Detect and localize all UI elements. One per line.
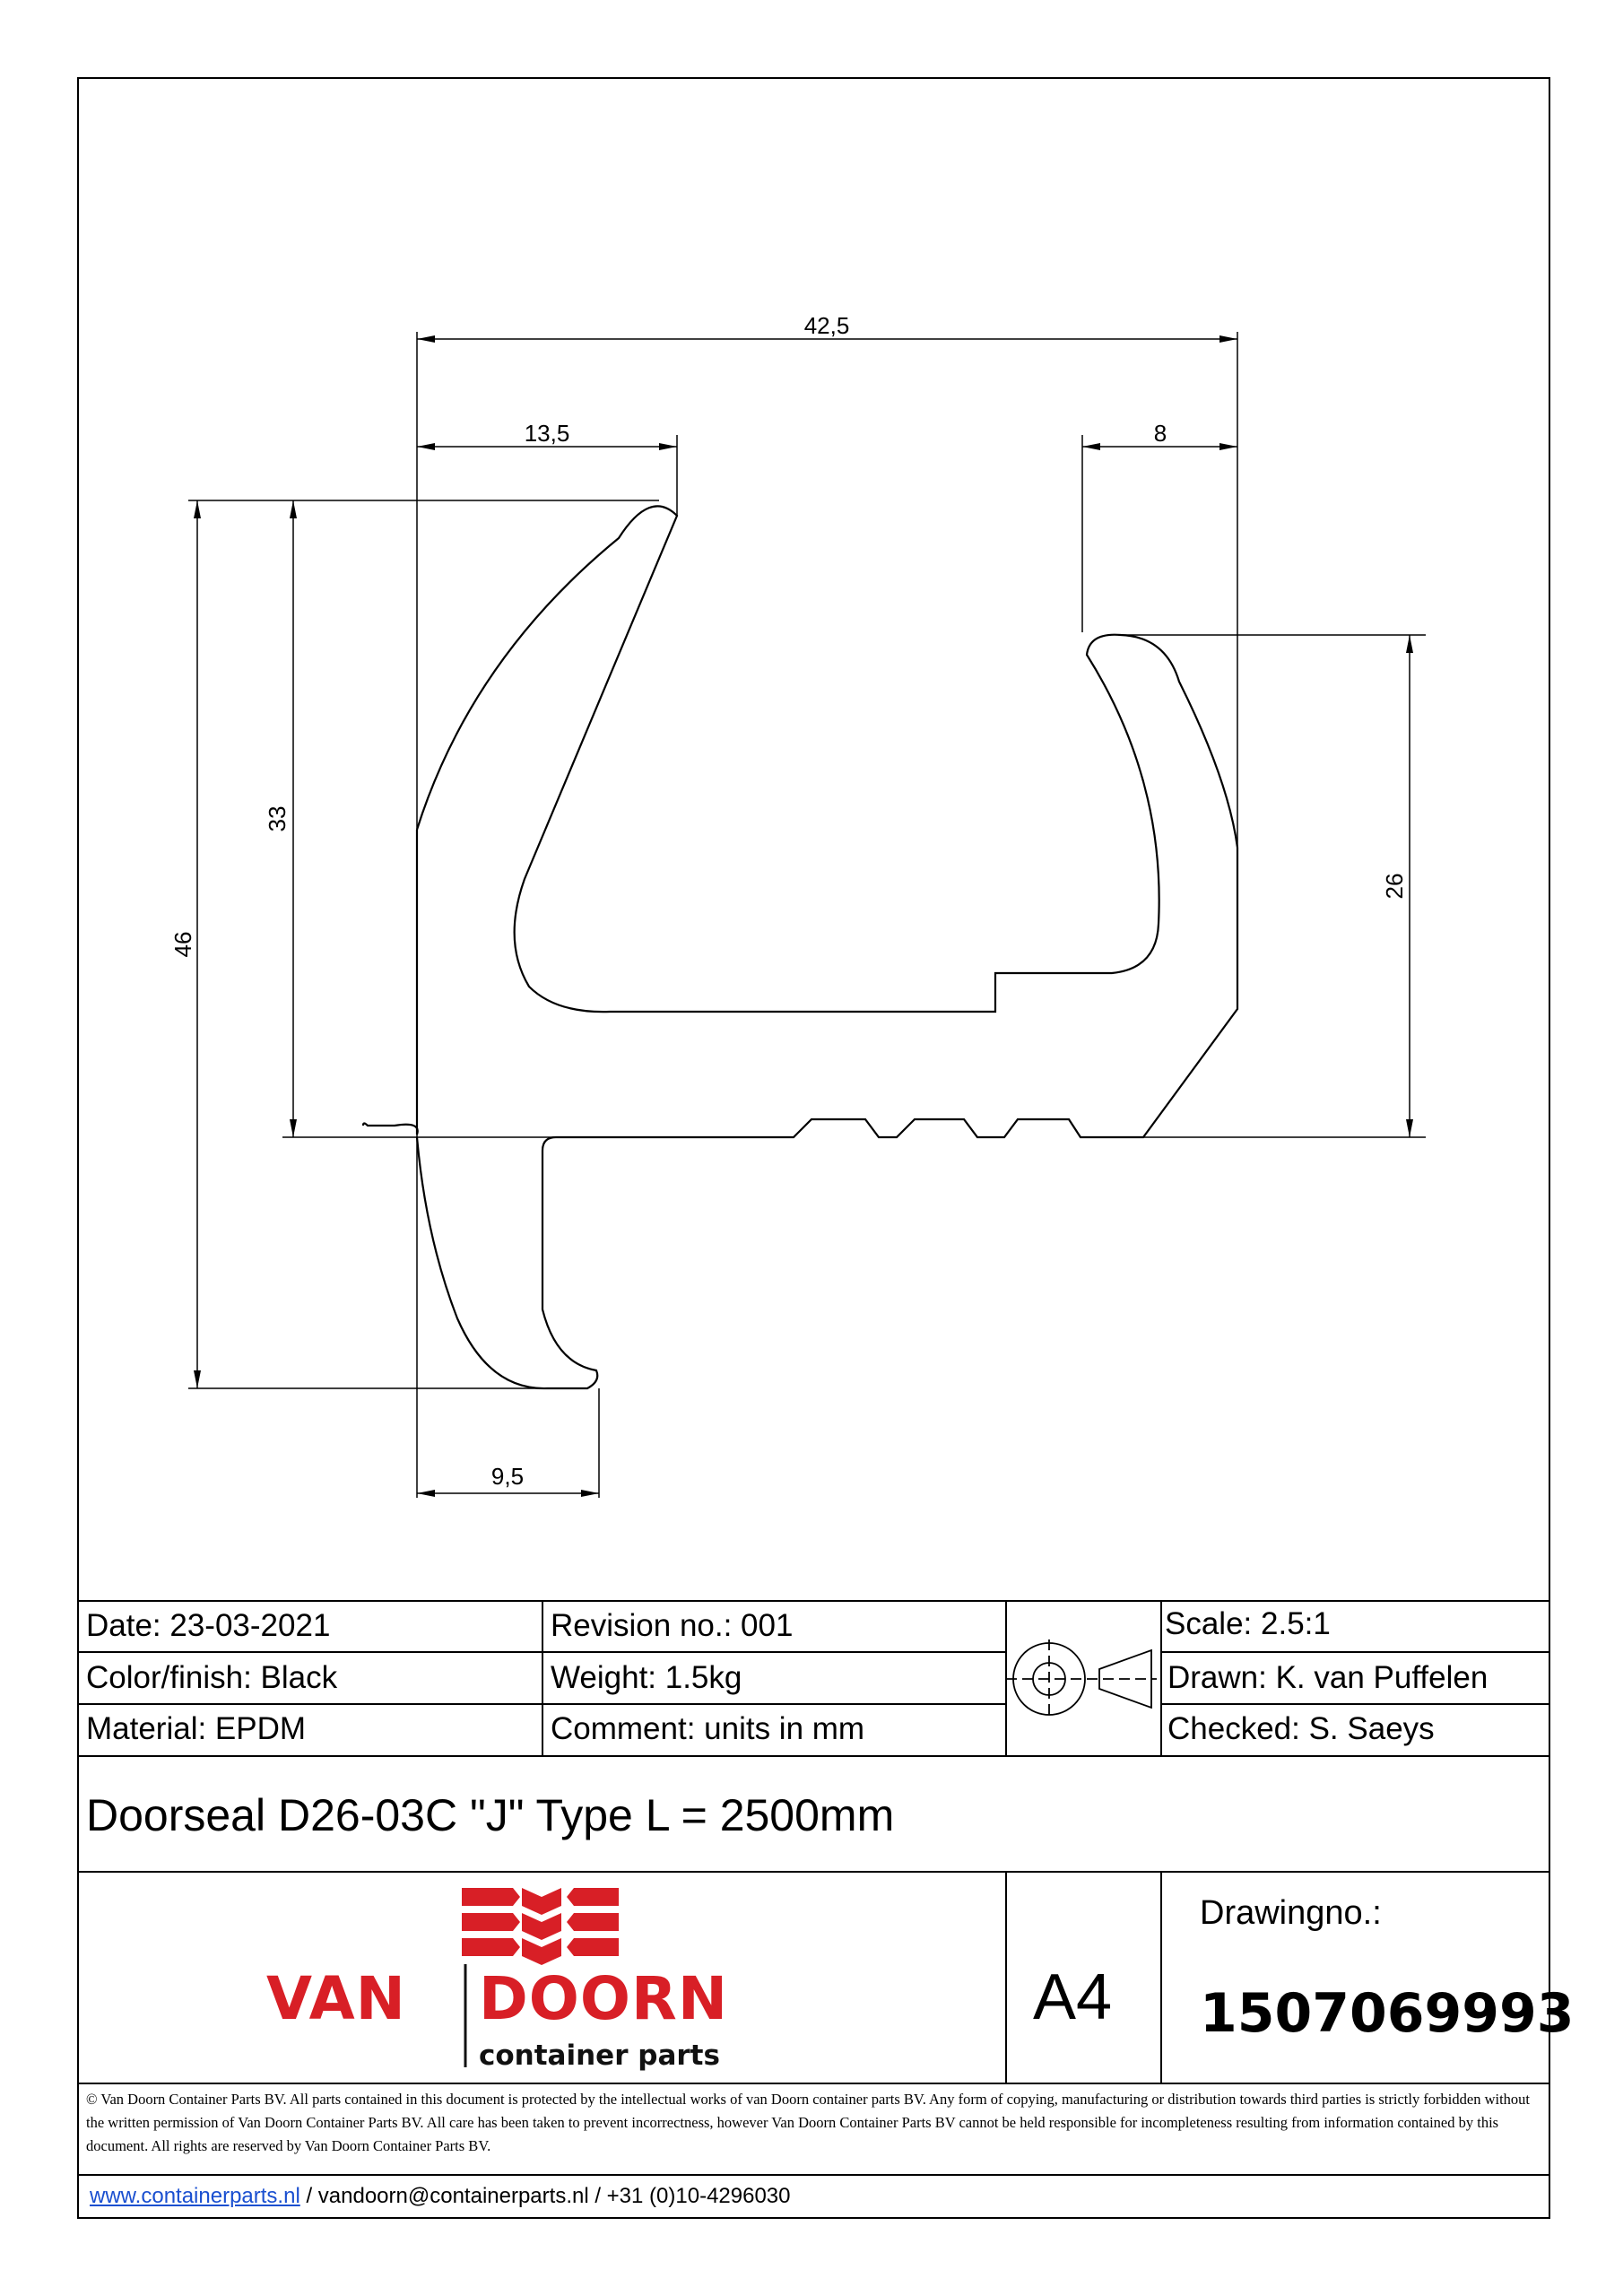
dim-left-height: 33 — [264, 805, 291, 832]
date-field: Date: 23-03-2021 — [86, 1608, 331, 1643]
checked-field: Checked: S. Saeys — [1167, 1711, 1435, 1746]
revision-field: Revision no.: 001 — [551, 1608, 794, 1643]
color-finish-field: Color/finish: Black — [86, 1660, 338, 1695]
footer-contact-details: / vandoorn@containerparts.nl / +31 (0)10-4296030 — [299, 2184, 791, 2208]
copyright-notice: © Van Doorn Container Parts BV. All parts contained in this document is protected by the intellectual works of van Doorn container parts BV. Any form of copying, manufacturing or distribution towards third parties is strictly forbidden without the written permission of Van Doorn Container Parts BV. All care has been taken to prevent incorrectness, however Van Doorn Container Parts BV cannot be held responsible for incompleteness resulting from information contained by this document. All rights are reserved by Van Doorn Container Parts BV. — [86, 2091, 1531, 2154]
logo-text-container-parts: container parts — [479, 2039, 720, 2072]
logo-mark-icon — [462, 1888, 619, 1965]
drawn-field: Drawn: K. van Puffelen — [1167, 1660, 1488, 1695]
logo-text-van: VAN — [266, 1964, 406, 2033]
dim-right-height: 26 — [1381, 873, 1408, 900]
website-link[interactable]: www.containerparts.nl — [90, 2184, 300, 2208]
paper-size: A4 — [1033, 1961, 1113, 2033]
comment-field: Comment: units in mm — [551, 1711, 865, 1746]
material-field: Material: EPDM — [86, 1711, 307, 1746]
dim-left-lip: 13,5 — [524, 420, 570, 447]
dim-bottom-foot: 9,5 — [490, 1463, 525, 1490]
drawing-number: 1507069993 — [1200, 1982, 1575, 2045]
weight-field: Weight: 1.5kg — [551, 1660, 742, 1695]
dim-total-height: 46 — [169, 931, 196, 958]
footer-contact — [90, 2184, 791, 2209]
dim-right-lip: 8 — [1153, 420, 1167, 447]
drawingno-label: Drawingno.: — [1200, 1894, 1382, 1932]
drawing-title: Doorseal D26-03C "J" Type L = 2500mm — [86, 1790, 895, 1840]
logo-text-doorn: DOORN — [479, 1964, 729, 2033]
dim-overall-width: 42,5 — [803, 312, 850, 339]
seal-profile — [363, 506, 1237, 1388]
projection-symbol-icon — [1006, 1639, 1157, 1718]
scale-field: Scale: 2.5:1 — [1165, 1606, 1331, 1641]
profile-outline — [363, 506, 1237, 1388]
